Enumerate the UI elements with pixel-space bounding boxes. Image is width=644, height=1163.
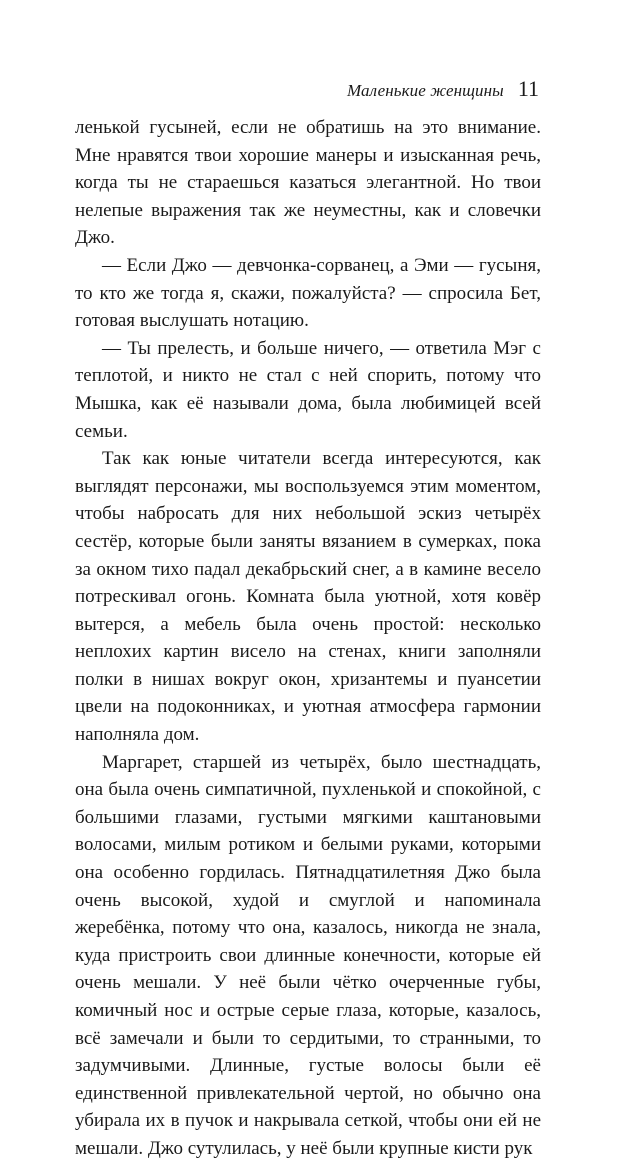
running-head [347,76,539,102]
running-title: Маленькие женщины [347,81,504,100]
body-text [75,114,541,1163]
paragraph-1: ленькой гусыней, если не обратишь на это внимание. Мне нравятся твои хорошие манеры и изысканная речь, когда ты не стараешься казаться элегантной. Но твои нелепые выражения так же неуместны, как и словечки Джо. [75,117,541,249]
page-number: 11 [517,76,539,101]
paragraph-3: — Ты прелесть, и больше ничего, — ответила Мэг с теплотой, и никто не стал с ней спорить, потому что Мышка, как её называли дома, была любимицей всей семьи. [75,337,541,442]
paragraph-5: Маргарет, старшей из четырёх, было шестнадцать, она была очень симпатичной, пухленькой и спокойной, с большими глазами, густыми мягкими каштановыми волосами, милым ротиком и белыми руками, которыми она особенно гордилась. Пятнадцатилетняя Джо была очень высокой, худой и смуглой и напоминала жеребёнка, потому что она, казалось, никогда не знала, куда пристроить свои длинные конечности, которые ей очень мешали. У неё были чётко очерченные губы, комичный нос и острые серые глаза, которые, казалось, всё замечали и были то сердитыми, то странными, то задумчивыми. Длинные, густые волосы были её единственной привлекательной чертой, но обычно она убирала их в пучок и накрывала сеткой, чтобы они ей не мешали. Джо сутулилась, у неё были крупные кисти рук [75,751,541,1159]
paragraph-4: Так как юные читатели всегда интересуются, как выглядят персонажи, мы воспользуемся этим моментом, чтобы набросать для них небольшой эскиз четырёх сестёр, которые были заняты вязанием в сумерках, пока за окном тихо падал декабрьский снег, а в камине весело потрескивал огонь. Комната была уютной, хотя ковёр вытерся, а мебель была очень простой: несколько неплохих картин висело на стенах, книги заполняли полки в нишах вокруг окон, хризантемы и пуансетии цвели на подоконниках, и уютная атмосфера гармонии наполняла дом. [75,448,541,746]
paragraph-2: — Если Джо — девчонка-сорванец, а Эми — гусыня, то кто же тогда я, скажи, пожалуйста? — спросила Бет, готовая выслушать нотацию. [75,254,541,332]
